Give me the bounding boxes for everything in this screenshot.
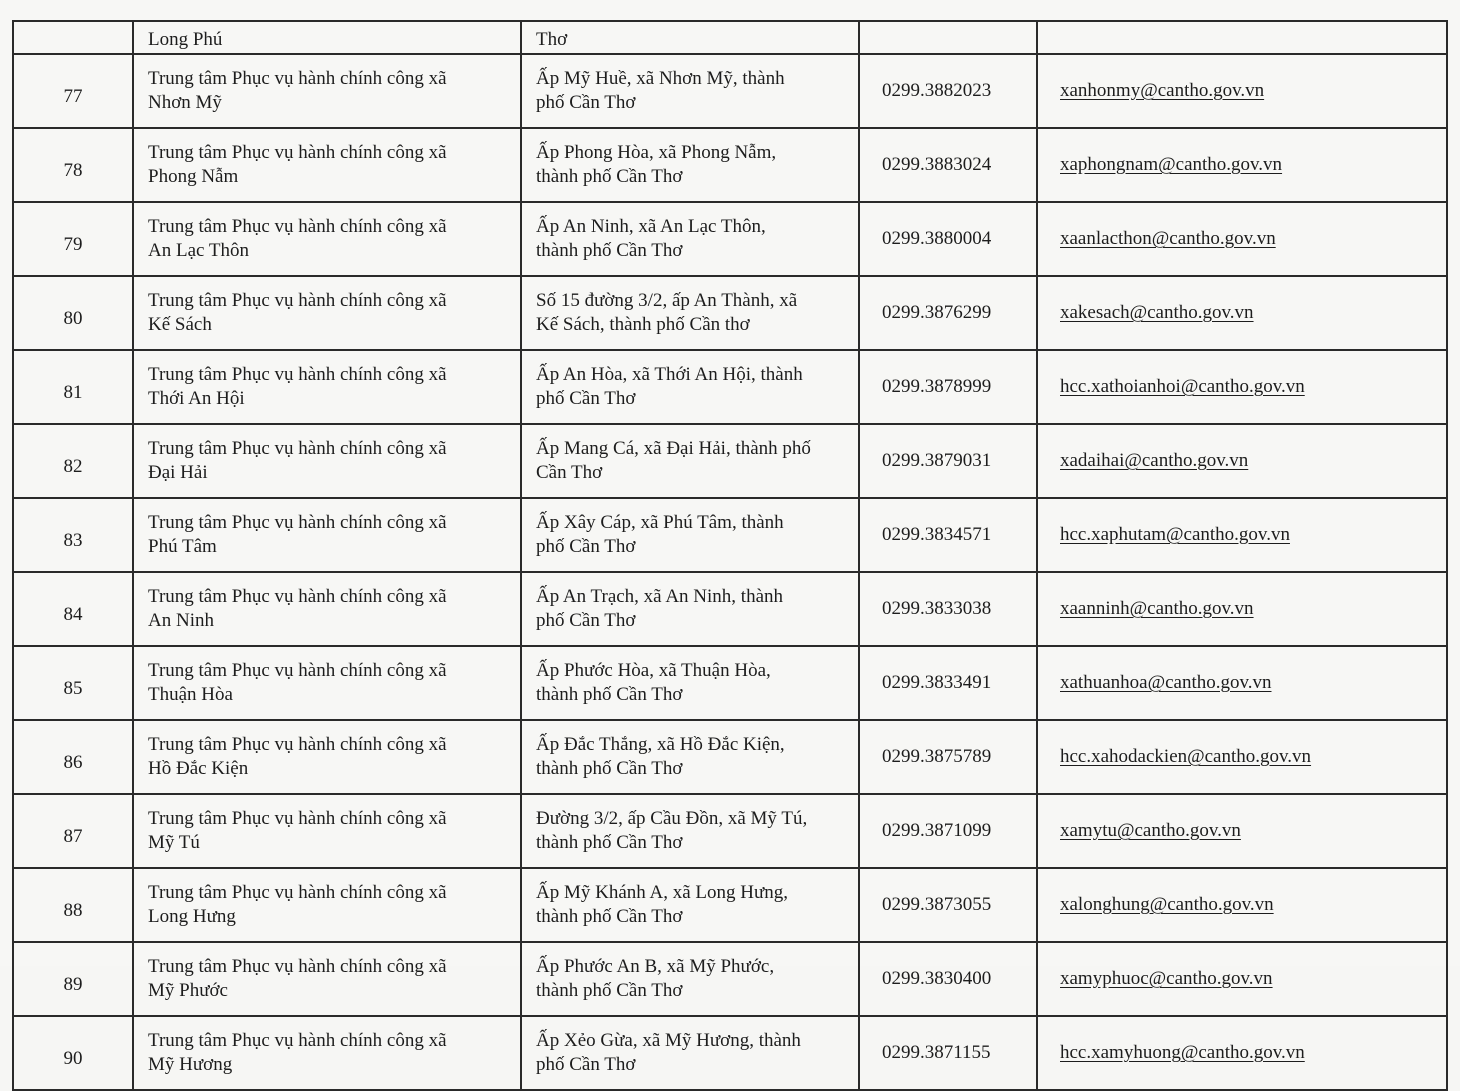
center-name-line2: Hồ Đắc Kiện bbox=[148, 758, 249, 779]
service-center-table bbox=[12, 20, 1448, 1091]
email-cell bbox=[1037, 868, 1447, 942]
phone-cell: 0299.3876299 bbox=[859, 276, 1037, 350]
stt-cell: 87 bbox=[13, 794, 133, 868]
address-cell bbox=[521, 276, 859, 350]
stt-cell: 85 bbox=[13, 646, 133, 720]
stt-cell: 84 bbox=[13, 572, 133, 646]
address-line1: Ấp Xây Cáp, xã Phú Tâm, thành bbox=[536, 512, 784, 533]
address-cell bbox=[521, 202, 859, 276]
email-cell bbox=[1037, 276, 1447, 350]
table-row bbox=[13, 276, 1447, 350]
stt-cell: 79 bbox=[13, 202, 133, 276]
address-cell bbox=[521, 424, 859, 498]
email-cell bbox=[1037, 128, 1447, 202]
stt-cell: 81 bbox=[13, 350, 133, 424]
email-link[interactable]: xanhonmy@cantho.gov.vn bbox=[1060, 80, 1265, 101]
center-name-line1: Trung tâm Phục vụ hành chính công xã bbox=[148, 512, 447, 533]
center-name-line2: Nhơn Mỹ bbox=[148, 92, 222, 113]
email-cell bbox=[1037, 646, 1447, 720]
table-body bbox=[13, 21, 1447, 1090]
address-cell bbox=[521, 572, 859, 646]
continued-row bbox=[13, 21, 1447, 54]
table-row bbox=[13, 54, 1447, 128]
address-line2: Cần Thơ bbox=[536, 462, 603, 483]
address-line1: Ấp An Ninh, xã An Lạc Thôn, bbox=[536, 216, 766, 237]
email-link[interactable]: xaanlacthon@cantho.gov.vn bbox=[1060, 228, 1276, 249]
phone-cell: 0299.3833038 bbox=[859, 572, 1037, 646]
address-line2: thành phố Cần Thơ bbox=[536, 758, 683, 779]
stt-cell: 90 bbox=[13, 1016, 133, 1090]
center-name-line2: Mỹ Tú bbox=[148, 832, 200, 853]
center-name-line1: Trung tâm Phục vụ hành chính công xã bbox=[148, 216, 447, 237]
center-name-line1: Trung tâm Phục vụ hành chính công xã bbox=[148, 142, 447, 163]
phone-cell: 0299.3878999 bbox=[859, 350, 1037, 424]
email-cell bbox=[1037, 720, 1447, 794]
center-name-cell bbox=[133, 128, 521, 202]
address-cell bbox=[521, 498, 859, 572]
address-cell bbox=[521, 794, 859, 868]
address-line2: thành phố Cần Thơ bbox=[536, 906, 683, 927]
address-line2: thành phố Cần Thơ bbox=[536, 980, 683, 1001]
address-line1: Ấp Phước Hòa, xã Thuận Hòa, bbox=[536, 660, 771, 681]
table-row bbox=[13, 720, 1447, 794]
table-row bbox=[13, 794, 1447, 868]
address-line1: Ấp Mang Cá, xã Đại Hải, thành phố bbox=[536, 438, 811, 459]
continued-phone-cell bbox=[859, 21, 1037, 54]
address-cell bbox=[521, 868, 859, 942]
center-name-line2: Phú Tâm bbox=[148, 536, 217, 557]
table-row bbox=[13, 942, 1447, 1016]
center-name-line1: Trung tâm Phục vụ hành chính công xã bbox=[148, 734, 447, 755]
table-row bbox=[13, 868, 1447, 942]
address-line2: phố Cần Thơ bbox=[536, 388, 636, 409]
center-name-line2: Thuận Hòa bbox=[148, 684, 233, 705]
center-name-cell bbox=[133, 498, 521, 572]
phone-cell: 0299.3873055 bbox=[859, 868, 1037, 942]
table-row bbox=[13, 350, 1447, 424]
center-name-line1: Trung tâm Phục vụ hành chính công xã bbox=[148, 808, 447, 829]
center-name-line1: Trung tâm Phục vụ hành chính công xã bbox=[148, 438, 447, 459]
phone-cell: 0299.3871099 bbox=[859, 794, 1037, 868]
table-row bbox=[13, 572, 1447, 646]
address-cell bbox=[521, 1016, 859, 1090]
address-line1: Ấp Phước An B, xã Mỹ Phước, bbox=[536, 956, 775, 977]
address-line1: Ấp An Hòa, xã Thới An Hội, thành bbox=[536, 364, 803, 385]
center-name-cell bbox=[133, 424, 521, 498]
center-name-cell bbox=[133, 942, 521, 1016]
continued-address-cell: Thơ bbox=[521, 21, 859, 54]
continued-stt-cell bbox=[13, 21, 133, 54]
address-line2: phố Cần Thơ bbox=[536, 536, 636, 557]
center-name-cell bbox=[133, 1016, 521, 1090]
phone-cell: 0299.3879031 bbox=[859, 424, 1037, 498]
address-line1: Ấp An Trạch, xã An Ninh, thành bbox=[536, 586, 783, 607]
address-cell bbox=[521, 720, 859, 794]
email-link[interactable]: hcc.xaphutam@cantho.gov.vn bbox=[1060, 524, 1290, 545]
address-line1: Đường 3/2, ấp Cầu Đồn, xã Mỹ Tú, bbox=[536, 808, 808, 829]
center-name-line2: Kế Sách bbox=[148, 314, 212, 335]
address-line1: Số 15 đường 3/2, ấp An Thành, xã bbox=[536, 290, 798, 311]
phone-cell: 0299.3871155 bbox=[859, 1016, 1037, 1090]
address-cell bbox=[521, 128, 859, 202]
address-line2: phố Cần Thơ bbox=[536, 610, 636, 631]
address-line2: thành phố Cần Thơ bbox=[536, 240, 683, 261]
email-cell bbox=[1037, 1016, 1447, 1090]
table-row bbox=[13, 202, 1447, 276]
email-link[interactable]: xakesach@cantho.gov.vn bbox=[1060, 302, 1254, 323]
center-name-cell bbox=[133, 202, 521, 276]
phone-cell: 0299.3875789 bbox=[859, 720, 1037, 794]
stt-cell: 78 bbox=[13, 128, 133, 202]
center-name-line2: Đại Hải bbox=[148, 462, 208, 483]
center-name-line2: Mỹ Hương bbox=[148, 1054, 233, 1075]
center-name-cell bbox=[133, 646, 521, 720]
email-cell bbox=[1037, 942, 1447, 1016]
email-cell bbox=[1037, 572, 1447, 646]
address-cell bbox=[521, 942, 859, 1016]
email-cell bbox=[1037, 424, 1447, 498]
center-name-line2: Thới An Hội bbox=[148, 388, 245, 409]
email-cell bbox=[1037, 498, 1447, 572]
address-line1: Ấp Phong Hòa, xã Phong Nẫm, bbox=[536, 142, 777, 163]
center-name-line2: An Ninh bbox=[148, 610, 214, 631]
table-row bbox=[13, 424, 1447, 498]
center-name-cell bbox=[133, 720, 521, 794]
phone-cell: 0299.3883024 bbox=[859, 128, 1037, 202]
email-cell bbox=[1037, 350, 1447, 424]
email-link[interactable]: hcc.xathoianhoi@cantho.gov.vn bbox=[1060, 376, 1305, 397]
stt-cell: 82 bbox=[13, 424, 133, 498]
address-line1: Ấp Mỹ Khánh A, xã Long Hưng, bbox=[536, 882, 789, 903]
center-name-cell bbox=[133, 350, 521, 424]
address-line1: Ấp Xẻo Gừa, xã Mỹ Hương, thành bbox=[536, 1030, 801, 1051]
table-row bbox=[13, 1016, 1447, 1090]
center-name-line1: Trung tâm Phục vụ hành chính công xã bbox=[148, 68, 447, 89]
email-cell bbox=[1037, 794, 1447, 868]
address-line1: Ấp Mỹ Huề, xã Nhơn Mỹ, thành bbox=[536, 68, 785, 89]
center-name-line1: Trung tâm Phục vụ hành chính công xã bbox=[148, 290, 447, 311]
address-line2: phố Cần Thơ bbox=[536, 1054, 636, 1075]
email-link[interactable]: hcc.xamyhuong@cantho.gov.vn bbox=[1060, 1042, 1305, 1063]
stt-cell: 88 bbox=[13, 868, 133, 942]
center-name-cell bbox=[133, 276, 521, 350]
center-name-cell bbox=[133, 572, 521, 646]
email-link[interactable]: xaphongnam@cantho.gov.vn bbox=[1060, 154, 1283, 175]
email-link[interactable]: xaanninh@cantho.gov.vn bbox=[1060, 598, 1254, 619]
center-name-line1: Trung tâm Phục vụ hành chính công xã bbox=[148, 1030, 447, 1051]
stt-cell: 86 bbox=[13, 720, 133, 794]
phone-cell: 0299.3882023 bbox=[859, 54, 1037, 128]
email-link[interactable]: xathuanhoa@cantho.gov.vn bbox=[1060, 672, 1272, 693]
center-name-cell bbox=[133, 54, 521, 128]
continued-name-cell: Long Phú bbox=[133, 21, 521, 54]
phone-cell: 0299.3880004 bbox=[859, 202, 1037, 276]
address-line2: thành phố Cần Thơ bbox=[536, 832, 683, 853]
center-name-cell bbox=[133, 794, 521, 868]
center-name-line2: Mỹ Phước bbox=[148, 980, 228, 1001]
center-name-line2: Long Hưng bbox=[148, 906, 236, 927]
stt-cell: 83 bbox=[13, 498, 133, 572]
email-cell bbox=[1037, 202, 1447, 276]
email-link[interactable]: xamytu@cantho.gov.vn bbox=[1060, 820, 1241, 841]
stt-cell: 80 bbox=[13, 276, 133, 350]
phone-cell: 0299.3833491 bbox=[859, 646, 1037, 720]
center-name-line1: Trung tâm Phục vụ hành chính công xã bbox=[148, 660, 447, 681]
table-row bbox=[13, 128, 1447, 202]
center-name-line2: Phong Nẫm bbox=[148, 166, 239, 187]
center-name-line1: Trung tâm Phục vụ hành chính công xã bbox=[148, 364, 447, 385]
email-link[interactable]: xadaihai@cantho.gov.vn bbox=[1060, 450, 1249, 471]
address-line2: phố Cần Thơ bbox=[536, 92, 636, 113]
table-row bbox=[13, 646, 1447, 720]
phone-cell: 0299.3830400 bbox=[859, 942, 1037, 1016]
address-line2: thành phố Cần Thơ bbox=[536, 684, 683, 705]
center-name-cell bbox=[133, 868, 521, 942]
table-row bbox=[13, 498, 1447, 572]
email-link[interactable]: xalonghung@cantho.gov.vn bbox=[1060, 894, 1274, 915]
continued-email-cell bbox=[1037, 21, 1447, 54]
stt-cell: 89 bbox=[13, 942, 133, 1016]
center-name-line2: An Lạc Thôn bbox=[148, 240, 249, 261]
address-line1: Ấp Đắc Thắng, xã Hồ Đắc Kiện, bbox=[536, 734, 785, 755]
email-cell bbox=[1037, 54, 1447, 128]
stt-cell: 77 bbox=[13, 54, 133, 128]
center-name-line1: Trung tâm Phục vụ hành chính công xã bbox=[148, 956, 447, 977]
phone-cell: 0299.3834571 bbox=[859, 498, 1037, 572]
address-cell bbox=[521, 646, 859, 720]
address-cell bbox=[521, 350, 859, 424]
address-cell bbox=[521, 54, 859, 128]
address-line2: Kế Sách, thành phố Cần thơ bbox=[536, 314, 750, 335]
center-name-line1: Trung tâm Phục vụ hành chính công xã bbox=[148, 586, 447, 607]
email-link[interactable]: xamyphuoc@cantho.gov.vn bbox=[1060, 968, 1273, 989]
center-name-line1: Trung tâm Phục vụ hành chính công xã bbox=[148, 882, 447, 903]
email-link[interactable]: hcc.xahodackien@cantho.gov.vn bbox=[1060, 746, 1312, 767]
address-line2: thành phố Cần Thơ bbox=[536, 166, 683, 187]
